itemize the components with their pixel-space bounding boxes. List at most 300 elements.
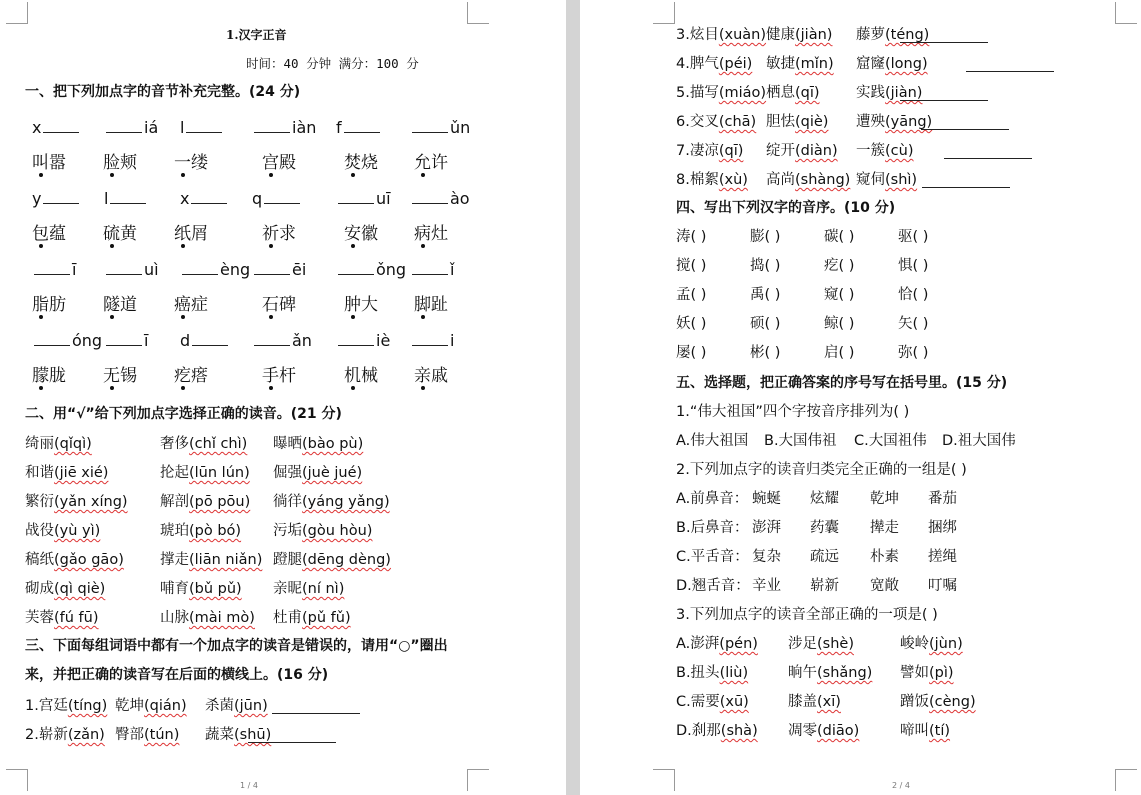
correction-item: [766, 112, 828, 132]
pinyin-order-item: [898, 227, 928, 247]
crop-mark: [1115, 769, 1137, 791]
pinyin-cell: [252, 330, 312, 351]
correction-pinyin: (xuàn): [718, 27, 767, 43]
answer-blank[interactable]: [43, 117, 79, 133]
hanzi: 矢: [898, 316, 913, 332]
vocab-char: 嚣: [49, 152, 66, 173]
option-word: B.扭头: [676, 665, 720, 681]
vocab-char: 烧: [361, 152, 378, 173]
vocab-char: 颊: [120, 152, 137, 173]
answer-parens: ( ): [690, 345, 707, 361]
vocab-char: 病: [414, 223, 431, 244]
hanzi: 禹: [750, 287, 765, 303]
choice-pinyin: (gòu hòu): [302, 523, 373, 539]
document-page-2: [580, 0, 1141, 795]
vocab-char: 蕴: [49, 223, 66, 244]
question-1: 1.“伟大祖国”四个字按音序排列为( ): [676, 404, 910, 420]
vocab-char: 脚: [414, 294, 431, 315]
correction-item: [676, 83, 766, 103]
choice-pinyin: (ní nì): [302, 581, 345, 597]
correction-word: 8.棉絮: [676, 172, 719, 188]
pinyin-cell: [180, 259, 250, 280]
answer-blank[interactable]: [338, 330, 374, 346]
vocab-word: [103, 366, 137, 386]
document-page-1: [0, 0, 566, 795]
option-b: B.大国伟祖: [764, 433, 837, 449]
hanzi: 窥: [824, 287, 839, 303]
choice-word: 解剖: [160, 494, 189, 510]
answer-blank[interactable]: [921, 114, 1009, 130]
option-word: 叮嘱: [928, 578, 957, 594]
correction-pinyin: (tíng): [67, 698, 108, 714]
choice-item: [273, 579, 344, 599]
correction-pinyin: (qī): [795, 85, 820, 101]
answer-blank[interactable]: [412, 117, 448, 133]
pinyin-order-item: [824, 285, 854, 305]
option-word: A.澎湃: [676, 636, 720, 652]
pinyin-cell: [104, 117, 158, 138]
choice-pinyin: (qì qiè): [54, 581, 106, 597]
option-word: 疏远: [810, 549, 839, 565]
pinyin-cell: [252, 259, 306, 280]
correction-item: [766, 54, 834, 74]
option-word: 捆绑: [928, 520, 957, 536]
choice-word: 杜甫: [273, 610, 302, 626]
answer-parens: ( ): [764, 229, 781, 245]
answer-blank[interactable]: [344, 117, 380, 133]
hanzi: 涛: [676, 229, 691, 245]
option-word: D.刹那: [676, 723, 721, 739]
choice-item: [160, 550, 262, 570]
vocab-word: [414, 366, 448, 386]
choice-item: [25, 550, 124, 570]
correction-pinyin: (shū): [234, 727, 272, 743]
option-word: 晌午: [788, 665, 817, 681]
pinyin-order-item: [750, 256, 780, 276]
option-pinyin: (shè): [817, 636, 854, 652]
vocab-char: 械: [361, 365, 378, 386]
option-item: [900, 634, 963, 654]
pinyin-final: ǐ: [450, 260, 455, 279]
vocab-char: 隧: [103, 294, 120, 315]
section-3-heading-line-1: 三、下面每组词语中都有一个加点字的读音是错误的，请用“○”圈出: [25, 638, 448, 654]
vocab-word: [174, 224, 208, 244]
pinyin-order-item: [750, 285, 780, 305]
choice-word: 抡起: [160, 465, 189, 481]
vocab-char: 求: [279, 223, 296, 244]
option-pinyin: (tí): [929, 723, 951, 739]
correction-pinyin: (jiàn): [885, 85, 923, 101]
choice-item: [273, 521, 372, 541]
vocab-word: [103, 153, 137, 173]
correction-item: [856, 170, 917, 190]
answer-blank[interactable]: [106, 259, 142, 275]
vocab-char: 焚: [344, 152, 361, 173]
choice-item: [25, 579, 105, 599]
correction-word: 健康: [766, 27, 795, 43]
choice-item: [160, 492, 250, 512]
pinyin-initial: l: [180, 118, 185, 137]
choice-word: 奢侈: [160, 436, 189, 452]
pinyin-final: ī: [144, 331, 149, 350]
answer-blank[interactable]: [34, 259, 70, 275]
vocab-char: 脂: [32, 294, 49, 315]
choice-word: 倔强: [273, 465, 302, 481]
answer-blank[interactable]: [412, 330, 448, 346]
option-word: 譬如: [900, 665, 929, 681]
answer-blank[interactable]: [338, 259, 374, 275]
pinyin-order-item: [824, 343, 854, 363]
vocab-word: [174, 295, 208, 315]
vocab-word: [262, 295, 296, 315]
choice-item: [25, 608, 99, 628]
option-pinyin: (diāo): [817, 723, 860, 739]
answer-blank[interactable]: [900, 85, 988, 101]
pinyin-order-item: [898, 314, 928, 334]
answer-parens: ( ): [838, 258, 855, 274]
page-number: 2 / 4: [892, 781, 910, 790]
section-4-heading: 四、写出下列汉字的音序。(10 分): [676, 200, 896, 216]
option-label: D.翘舌音：: [676, 578, 750, 594]
option-word: 膝盖: [788, 694, 817, 710]
answer-blank[interactable]: [106, 330, 142, 346]
vocab-char: 许: [431, 152, 448, 173]
vocab-char: 疙: [174, 365, 191, 386]
vocab-char: 症: [191, 294, 208, 315]
answer-blank[interactable]: [191, 188, 227, 204]
choice-word: 战役: [25, 523, 54, 539]
correction-item: [25, 725, 105, 745]
pinyin-order-item: [750, 314, 780, 334]
pinyin-cell: [104, 188, 148, 209]
pinyin-order-item: [676, 285, 706, 305]
pinyin-initial: d: [180, 331, 191, 350]
answer-blank[interactable]: [338, 188, 374, 204]
hanzi: 捣: [750, 258, 765, 274]
answer-blank[interactable]: [922, 172, 1010, 188]
choice-word: 山脉: [160, 610, 189, 626]
answer-blank[interactable]: [944, 143, 1032, 159]
choice-word: 撑走: [160, 552, 189, 568]
choice-word: 稿纸: [25, 552, 54, 568]
crop-mark: [1115, 2, 1137, 24]
answer-blank[interactable]: [966, 56, 1054, 72]
option-pinyin: (pén): [719, 636, 758, 652]
crop-mark: [653, 769, 675, 791]
choice-pinyin: (fú fū): [54, 610, 99, 626]
option-word: C.需要: [676, 694, 720, 710]
correction-pinyin: (yāng): [885, 114, 933, 130]
correction-pinyin: (qī): [718, 143, 744, 159]
choice-pinyin: (jiē xié): [54, 465, 109, 481]
option-pinyin: (liù): [719, 665, 749, 681]
answer-parens: ( ): [912, 287, 929, 303]
answer-blank[interactable]: [254, 259, 290, 275]
hanzi: 孟: [676, 287, 691, 303]
pinyin-cell: [336, 117, 382, 138]
option-item: [788, 634, 854, 654]
correction-word: 5.描写: [676, 85, 719, 101]
pinyin-cell: [410, 188, 470, 209]
pinyin-cell: [336, 259, 406, 280]
pinyin-cell: [252, 117, 316, 138]
choice-pinyin: (juè jué): [302, 465, 363, 481]
vocab-char: 脸: [103, 152, 120, 173]
section-2-heading: 二、用“√”给下列加点字选择正确的读音。(21 分): [25, 406, 342, 422]
vocab-word: [344, 153, 378, 173]
choice-item: [160, 579, 242, 599]
answer-parens: ( ): [690, 316, 707, 332]
correction-pinyin: (téng): [885, 27, 930, 43]
choice-word: 污垢: [273, 523, 302, 539]
question-3: 3.下列加点字的读音全部正确的一项是( ): [676, 607, 938, 623]
choice-word: 亲昵: [273, 581, 302, 597]
correction-item: [676, 170, 748, 190]
option-item: [676, 692, 749, 712]
vocab-char: 癌: [174, 294, 191, 315]
answer-blank[interactable]: [106, 117, 142, 133]
vocab-char: 锡: [120, 365, 137, 386]
vocab-word: [414, 295, 448, 315]
vocab-char: 一: [174, 152, 191, 173]
page-title: 1.汉字正音: [226, 28, 287, 42]
answer-blank[interactable]: [264, 188, 300, 204]
correction-item: [856, 141, 913, 161]
choice-word: 砌成: [25, 581, 54, 597]
choice-pinyin: (lūn lún): [189, 465, 250, 481]
exam-meta: 时间：40 分钟 满分：100 分: [246, 56, 419, 71]
vocab-char: 允: [414, 152, 431, 173]
vocab-char: 安: [344, 223, 361, 244]
answer-blank[interactable]: [192, 330, 228, 346]
choice-item: [273, 608, 351, 628]
crop-mark: [467, 2, 489, 24]
option-word: 崭新: [810, 578, 839, 594]
pinyin-order-item: [898, 256, 928, 276]
vocab-char: 屑: [191, 223, 208, 244]
choice-pinyin: (pò bó): [189, 523, 242, 539]
correction-word: 杀菌: [205, 698, 234, 714]
pinyin-final: ēi: [292, 260, 307, 279]
pinyin-cell: [410, 330, 454, 351]
pinyin-final: ǎn: [292, 331, 312, 350]
option-item: [900, 663, 954, 683]
crop-mark: [6, 769, 28, 791]
vocab-word: [262, 153, 296, 173]
vocab-char: 无: [103, 365, 120, 386]
hanzi: 硕: [750, 316, 765, 332]
vocab-word: [32, 366, 66, 386]
correction-pinyin: (zǎn): [67, 727, 105, 743]
pinyin-order-item: [676, 314, 706, 334]
vocab-char: 缕: [191, 152, 208, 173]
choice-pinyin: (pǔ fǔ): [302, 610, 351, 626]
pinyin-initial: y: [32, 189, 42, 208]
option-item: [788, 721, 859, 741]
correction-item: [676, 112, 756, 132]
choice-item: [160, 434, 247, 454]
answer-parens: ( ): [838, 229, 855, 245]
correction-word: 绽开: [766, 143, 795, 159]
vocab-char: 机: [344, 365, 361, 386]
hanzi: 鲸: [824, 316, 839, 332]
pinyin-cell: [410, 117, 470, 138]
answer-blank[interactable]: [182, 259, 218, 275]
answer-blank[interactable]: [43, 188, 79, 204]
section-1-heading: 一、把下列加点字的音节补充完整。(24 分): [25, 84, 301, 100]
correction-item: [115, 696, 187, 716]
option-word: 蜿蜒: [752, 491, 781, 507]
correction-pinyin: (miáo): [718, 85, 767, 101]
choice-item: [273, 434, 363, 454]
vocab-word: [262, 366, 296, 386]
option-word: 澎湃: [752, 520, 781, 536]
pinyin-order-item: [824, 314, 854, 334]
option-word: 凋零: [788, 723, 817, 739]
choice-pinyin: (bǔ pǔ): [189, 581, 242, 597]
vocab-char: 祈: [262, 223, 279, 244]
vocab-char: 手: [262, 365, 279, 386]
correction-word: 栖息: [766, 85, 795, 101]
correction-pinyin: (péi): [718, 56, 753, 72]
answer-blank[interactable]: [254, 330, 290, 346]
vocab-word: [344, 224, 378, 244]
answer-blank[interactable]: [412, 259, 448, 275]
correction-word: 乾坤: [115, 698, 144, 714]
pinyin-order-item: [824, 227, 854, 247]
choice-word: 哺育: [160, 581, 189, 597]
vocab-word: [174, 153, 208, 173]
pinyin-final: èng: [220, 260, 251, 279]
option-word: 峻岭: [900, 636, 929, 652]
choice-word: 蹬腿: [273, 552, 302, 568]
choice-item: [25, 463, 108, 483]
pinyin-final: i: [450, 331, 455, 350]
correction-word: 7.凄凉: [676, 143, 719, 159]
correction-pinyin: (long): [885, 56, 928, 72]
correction-pinyin: (cù): [885, 143, 914, 159]
option-item: [676, 634, 758, 654]
pinyin-final: ào: [450, 189, 470, 208]
answer-parens: ( ): [912, 345, 929, 361]
correction-word: 一簇: [856, 143, 885, 159]
pinyin-final: óng: [72, 331, 103, 350]
pinyin-final: uī: [376, 189, 391, 208]
section-3-heading-line-2: 来，并把正确的读音写在后面的横线上。(16 分): [25, 667, 329, 683]
pinyin-order-item: [750, 227, 780, 247]
pinyin-cell: [180, 330, 230, 351]
pinyin-cell: [180, 117, 224, 138]
page-number: 1 / 4: [240, 781, 258, 790]
answer-blank[interactable]: [900, 27, 988, 43]
answer-parens: ( ): [764, 287, 781, 303]
hanzi: 彬: [750, 345, 765, 361]
hanzi: 启: [824, 345, 839, 361]
answer-blank[interactable]: [272, 698, 360, 714]
answer-parens: ( ): [912, 316, 929, 332]
correction-word: 遭殃: [856, 114, 885, 130]
vocab-char: 戚: [431, 365, 448, 386]
choice-item: [160, 463, 250, 483]
vocab-char: 黄: [120, 223, 137, 244]
option-pinyin: (shǎng): [817, 665, 873, 681]
vocab-char: 硫: [103, 223, 120, 244]
vocab-char: 叫: [32, 152, 49, 173]
vocab-char: 杆: [279, 365, 296, 386]
hanzi: 碳: [824, 229, 839, 245]
answer-blank[interactable]: [412, 188, 448, 204]
hanzi: 弥: [898, 345, 913, 361]
answer-blank[interactable]: [110, 188, 146, 204]
option-word: 涉足: [788, 636, 817, 652]
pinyin-final: iàn: [292, 118, 317, 137]
answer-blank[interactable]: [34, 330, 70, 346]
crop-mark: [467, 769, 489, 791]
correction-item: [676, 25, 766, 45]
answer-parens: ( ): [838, 287, 855, 303]
choice-word: 和谐: [25, 465, 54, 481]
choice-pinyin: (dēng dèng): [302, 552, 391, 568]
choice-pinyin: (bào pù): [302, 436, 364, 452]
vocab-char: 肿: [344, 294, 361, 315]
vocab-word: [344, 366, 378, 386]
pinyin-final: ǔn: [450, 118, 471, 137]
correction-word: 蔬菜: [205, 727, 234, 743]
correction-word: 高尚: [766, 172, 795, 188]
correction-pinyin: (shì): [885, 172, 918, 188]
hanzi: 屡: [676, 345, 691, 361]
choice-word: 琥珀: [160, 523, 189, 539]
correction-pinyin: (tún): [144, 727, 180, 743]
option-pinyin: (shà): [720, 723, 758, 739]
pinyin-initial: q: [252, 189, 263, 208]
option-pinyin: (pì): [929, 665, 954, 681]
option-word: 宽敞: [870, 578, 899, 594]
choice-pinyin: (yáng yǎng): [302, 494, 390, 510]
vocab-char: 徽: [361, 223, 378, 244]
pinyin-order-item: [824, 256, 854, 276]
answer-blank[interactable]: [186, 117, 222, 133]
option-pinyin: (jùn): [929, 636, 963, 652]
correction-item: [205, 696, 268, 716]
option-pinyin: (cèng): [929, 694, 976, 710]
choice-item: [273, 550, 391, 570]
option-word: 撵走: [870, 520, 899, 536]
option-item: [788, 663, 872, 683]
correction-pinyin: (shàng): [795, 172, 851, 188]
option-label: C.平舌音：: [676, 549, 749, 565]
correction-item: [766, 170, 850, 190]
vocab-char: 灶: [431, 223, 448, 244]
correction-word: 6.交叉: [676, 114, 719, 130]
correction-word: 窟窿: [856, 56, 885, 72]
option-item: [676, 663, 748, 683]
pinyin-cell: [252, 188, 302, 209]
answer-blank[interactable]: [248, 727, 336, 743]
answer-parens: ( ): [764, 345, 781, 361]
vocab-char: 包: [32, 223, 49, 244]
vocab-word: [103, 295, 137, 315]
pinyin-order-item: [676, 227, 706, 247]
pinyin-final: ǒng: [376, 260, 407, 279]
correction-item: [676, 141, 743, 161]
answer-blank[interactable]: [254, 117, 290, 133]
vocab-word: [32, 224, 66, 244]
vocab-char: 大: [361, 294, 378, 315]
correction-pinyin: (chā): [718, 114, 757, 130]
correction-item: [115, 725, 179, 745]
option-a: A.伟大祖国: [676, 433, 749, 449]
